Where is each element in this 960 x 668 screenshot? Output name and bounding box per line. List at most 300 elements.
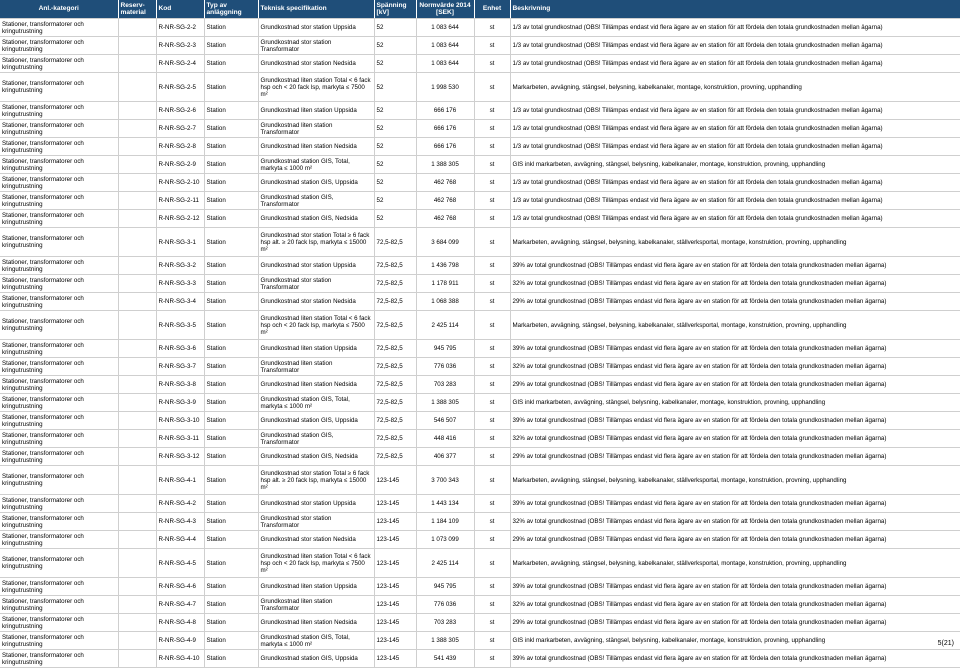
code-cell: R-NR-SG-2-9: [156, 156, 204, 174]
spec-cell: Grundkostnad stor station Transformator: [258, 275, 374, 293]
description-cell: 29% av total grundkostnad (OBS! Tillämpas endast vid flera ägare av en station för att fördela den totala grundkostnaden mellan ägarna): [510, 531, 960, 549]
page-number: 5(21): [937, 640, 954, 647]
table-row: [0, 257, 960, 275]
code-cell: R-NR-SG-4-3: [156, 513, 204, 531]
code-cell: R-NR-SG-2-4: [156, 55, 204, 73]
description-cell: 29% av total grundkostnad (OBS! Tillämpas endast vid flera ägare av en station för att fördela den totala grundkostnaden mellan ägarna): [510, 614, 960, 632]
reserv-cell: [118, 174, 156, 192]
code-cell: R-NR-SG-2-5: [156, 73, 204, 102]
reserv-cell: [118, 650, 156, 668]
normvalue-cell: 666 176: [416, 102, 474, 120]
table-row: [0, 192, 960, 210]
reserv-cell: [118, 394, 156, 412]
spec-cell: Grundkostnad stor station Transformator: [258, 513, 374, 531]
code-cell: R-NR-SG-4-7: [156, 596, 204, 614]
voltage-cell: 52: [374, 156, 416, 174]
column-header-beskrivning: Beskrivning: [510, 0, 960, 19]
category-cell: Stationer, transformatorer och kringutrustning: [0, 614, 118, 632]
type-cell: Station: [204, 430, 258, 448]
normvalue-cell: 1 388 305: [416, 156, 474, 174]
normvalue-cell: 666 176: [416, 138, 474, 156]
spec-cell: Grundkostnad stor station Total ≥ 6 fack hsp alt. ≥ 20 fack lsp, markyta ≤ 15000 m²: [258, 228, 374, 257]
voltage-cell: 123-145: [374, 513, 416, 531]
description-cell: 29% av total grundkostnad (OBS! Tillämpas endast vid flera ägare av en station för att fördela den totala grundkostnaden mellan ägarna): [510, 448, 960, 466]
table-row: [0, 394, 960, 412]
unit-cell: st: [474, 549, 510, 578]
spec-cell: Grundkostnad stor station Uppsida: [258, 19, 374, 37]
type-cell: Station: [204, 192, 258, 210]
spec-cell: Grundkostnad liten station Nedsida: [258, 376, 374, 394]
unit-cell: st: [474, 614, 510, 632]
voltage-cell: 72,5-82,5: [374, 412, 416, 430]
reserv-cell: [118, 495, 156, 513]
spec-cell: Grundkostnad station GIS, Transformator: [258, 430, 374, 448]
spec-cell: Grundkostnad liten station Uppsida: [258, 340, 374, 358]
type-cell: Station: [204, 138, 258, 156]
description-cell: 32% av total grundkostnad (OBS! Tillämpas endast vid flera ägare av en station för att fördela den totala grundkostnaden mellan ägarna): [510, 596, 960, 614]
voltage-cell: 72,5-82,5: [374, 311, 416, 340]
voltage-cell: 72,5-82,5: [374, 394, 416, 412]
voltage-cell: 72,5-82,5: [374, 358, 416, 376]
description-cell: 1/3 av total grundkostnad (OBS! Tillämpas endast vid flera ägare av en station för att fördela den totala grundkostnaden mellan ägarna): [510, 55, 960, 73]
type-cell: Station: [204, 650, 258, 668]
code-cell: R-NR-SG-2-7: [156, 120, 204, 138]
code-cell: R-NR-SG-4-8: [156, 614, 204, 632]
unit-cell: st: [474, 293, 510, 311]
spec-cell: Grundkostnad liten station Total < 6 fack hsp och < 20 fack lsp, markyta ≤ 7500 m²: [258, 73, 374, 102]
spec-cell: Grundkostnad liten station Total < 6 fack hsp och < 20 fack lsp, markyta ≤ 7500 m²: [258, 549, 374, 578]
description-cell: 32% av total grundkostnad (OBS! Tillämpas endast vid flera ägare av en station för att fördela den totala grundkostnaden mellan ägarna): [510, 430, 960, 448]
unit-cell: st: [474, 275, 510, 293]
description-cell: 1/3 av total grundkostnad (OBS! Tillämpas endast vid flera ägare av en station för att fördela den totala grundkostnaden mellan ägarna): [510, 174, 960, 192]
category-cell: Stationer, transformatorer och kringutrustning: [0, 650, 118, 668]
reserv-cell: [118, 412, 156, 430]
normvalue-cell: 776 036: [416, 358, 474, 376]
reserv-cell: [118, 37, 156, 55]
spec-cell: Grundkostnad station GIS, Nedsida: [258, 210, 374, 228]
category-cell: Stationer, transformatorer och kringutrustning: [0, 596, 118, 614]
spec-cell: Grundkostnad stor station Uppsida: [258, 495, 374, 513]
spec-cell: Grundkostnad stor station Nedsida: [258, 531, 374, 549]
spec-cell: Grundkostnad liten station Nedsida: [258, 614, 374, 632]
type-cell: Station: [204, 578, 258, 596]
normvalue-cell: 406 377: [416, 448, 474, 466]
category-cell: Stationer, transformatorer och kringutrustning: [0, 466, 118, 495]
reserv-cell: [118, 549, 156, 578]
voltage-cell: 52: [374, 102, 416, 120]
type-cell: Station: [204, 19, 258, 37]
code-cell: R-NR-SG-3-10: [156, 412, 204, 430]
type-cell: Station: [204, 632, 258, 650]
voltage-cell: 123-145: [374, 614, 416, 632]
code-cell: R-NR-SG-2-11: [156, 192, 204, 210]
category-cell: Stationer, transformatorer och kringutrustning: [0, 102, 118, 120]
description-cell: GIS inkl markarbeten, avvägning, stängsel, belysning, kabelkanaler, montage, konstruktion, provning, upphandling: [510, 394, 960, 412]
type-cell: Station: [204, 228, 258, 257]
type-cell: Station: [204, 376, 258, 394]
description-cell: 1/3 av total grundkostnad (OBS! Tillämpas endast vid flera ägare av en station för att fördela den totala grundkostnaden mellan ägarna): [510, 192, 960, 210]
voltage-cell: 72,5-82,5: [374, 275, 416, 293]
spec-cell: Grundkostnad liten station Uppsida: [258, 102, 374, 120]
category-cell: Stationer, transformatorer och kringutrustning: [0, 228, 118, 257]
voltage-cell: 123-145: [374, 632, 416, 650]
code-cell: R-NR-SG-3-5: [156, 311, 204, 340]
reserv-cell: [118, 257, 156, 275]
description-cell: 39% av total grundkostnad (OBS! Tillämpas endast vid flera ägare av en station för att fördela den totala grundkostnaden mellan ägarna): [510, 578, 960, 596]
table-body: [0, 19, 960, 668]
voltage-cell: 72,5-82,5: [374, 340, 416, 358]
spec-cell: Grundkostnad stor station Uppsida: [258, 257, 374, 275]
table-row: [0, 311, 960, 340]
category-cell: Stationer, transformatorer och kringutrustning: [0, 358, 118, 376]
spec-cell: Grundkostnad stor station Nedsida: [258, 293, 374, 311]
code-cell: R-NR-SG-4-4: [156, 531, 204, 549]
description-cell: 39% av total grundkostnad (OBS! Tillämpas endast vid flera ägare av en station för att fördela den totala grundkostnaden mellan ägarna): [510, 495, 960, 513]
unit-cell: st: [474, 376, 510, 394]
normvalue-cell: 776 036: [416, 596, 474, 614]
reserv-cell: [118, 210, 156, 228]
description-cell: GIS inkl markarbeten, avvägning, stängsel, belysning, kabelkanaler, montage, konstruktion, provning, upphandling: [510, 156, 960, 174]
type-cell: Station: [204, 55, 258, 73]
category-cell: Stationer, transformatorer och kringutrustning: [0, 578, 118, 596]
unit-cell: st: [474, 448, 510, 466]
table-row: [0, 650, 960, 668]
reserv-cell: [118, 19, 156, 37]
code-cell: R-NR-SG-2-6: [156, 102, 204, 120]
description-cell: 39% av total grundkostnad (OBS! Tillämpas endast vid flera ägare av en station för att fördela den totala grundkostnaden mellan ägarna): [510, 257, 960, 275]
table-row: [0, 55, 960, 73]
type-cell: Station: [204, 174, 258, 192]
unit-cell: st: [474, 55, 510, 73]
category-cell: Stationer, transformatorer och kringutrustning: [0, 257, 118, 275]
table-row: [0, 228, 960, 257]
table-row: [0, 174, 960, 192]
table-row: [0, 73, 960, 102]
spec-cell: Grundkostnad liten station Total < 6 fack hsp och < 20 fack lsp, markyta ≤ 7500 m²: [258, 311, 374, 340]
normvalue-cell: 541 439: [416, 650, 474, 668]
code-cell: R-NR-SG-2-8: [156, 138, 204, 156]
voltage-cell: 52: [374, 19, 416, 37]
code-cell: R-NR-SG-3-6: [156, 340, 204, 358]
unit-cell: st: [474, 466, 510, 495]
code-cell: R-NR-SG-3-12: [156, 448, 204, 466]
reserv-cell: [118, 293, 156, 311]
table-row: [0, 19, 960, 37]
table-row: [0, 120, 960, 138]
voltage-cell: 52: [374, 73, 416, 102]
type-cell: Station: [204, 412, 258, 430]
category-cell: Stationer, transformatorer och kringutrustning: [0, 495, 118, 513]
category-cell: Stationer, transformatorer och kringutrustning: [0, 293, 118, 311]
code-cell: R-NR-SG-2-10: [156, 174, 204, 192]
voltage-cell: 52: [374, 55, 416, 73]
unit-cell: st: [474, 394, 510, 412]
voltage-cell: 123-145: [374, 578, 416, 596]
code-cell: R-NR-SG-4-9: [156, 632, 204, 650]
reserv-cell: [118, 596, 156, 614]
spec-cell: Grundkostnad station GIS, Nedsida: [258, 448, 374, 466]
description-cell: 32% av total grundkostnad (OBS! Tillämpas endast vid flera ägare av en station för att fördela den totala grundkostnaden mellan ägarna): [510, 358, 960, 376]
unit-cell: st: [474, 257, 510, 275]
column-header-typ: Typ av anläggning: [204, 0, 258, 19]
category-cell: Stationer, transformatorer och kringutrustning: [0, 513, 118, 531]
table-row: [0, 358, 960, 376]
reserv-cell: [118, 448, 156, 466]
unit-cell: st: [474, 596, 510, 614]
reserv-cell: [118, 275, 156, 293]
unit-cell: st: [474, 412, 510, 430]
reserv-cell: [118, 228, 156, 257]
normvalue-cell: 1 388 305: [416, 394, 474, 412]
voltage-cell: 52: [374, 138, 416, 156]
normvalue-cell: 1 073 099: [416, 531, 474, 549]
unit-cell: st: [474, 120, 510, 138]
spec-cell: Grundkostnad station GIS, Total, markyta ≤ 1000 m²: [258, 156, 374, 174]
table-row: [0, 275, 960, 293]
table-row: [0, 495, 960, 513]
type-cell: Station: [204, 311, 258, 340]
table-row: [0, 614, 960, 632]
category-cell: Stationer, transformatorer och kringutrustning: [0, 37, 118, 55]
type-cell: Station: [204, 513, 258, 531]
description-cell: 1/3 av total grundkostnad (OBS! Tillämpas endast vid flera ägare av en station för att fördela den totala grundkostnaden mellan ägarna): [510, 19, 960, 37]
column-header-teknisk: Teknisk specifikation: [258, 0, 374, 19]
description-cell: 32% av total grundkostnad (OBS! Tillämpas endast vid flera ägare av en station för att fördela den totala grundkostnaden mellan ägarna): [510, 275, 960, 293]
voltage-cell: 72,5-82,5: [374, 430, 416, 448]
category-cell: Stationer, transformatorer och kringutrustning: [0, 340, 118, 358]
column-header-enhet: Enhet: [474, 0, 510, 19]
type-cell: Station: [204, 495, 258, 513]
unit-cell: st: [474, 138, 510, 156]
table-row: [0, 210, 960, 228]
normvalue-cell: 1 443 134: [416, 495, 474, 513]
normvalue-cell: 703 283: [416, 376, 474, 394]
voltage-cell: 72,5-82,5: [374, 257, 416, 275]
description-cell: 29% av total grundkostnad (OBS! Tillämpas endast vid flera ägare av en station för att fördela den totala grundkostnaden mellan ägarna): [510, 376, 960, 394]
type-cell: Station: [204, 102, 258, 120]
description-cell: 39% av total grundkostnad (OBS! Tillämpas endast vid flera ägare av en station för att fördela den totala grundkostnaden mellan ägarna): [510, 340, 960, 358]
description-cell: Markarbeten, avvägning, stängsel, belysning, kabelkanaler, ställverksportal, montage, konstruktion, provning, upphandling: [510, 228, 960, 257]
category-cell: Stationer, transformatorer och kringutrustning: [0, 73, 118, 102]
spec-cell: Grundkostnad liten station Nedsida: [258, 138, 374, 156]
category-cell: Stationer, transformatorer och kringutrustning: [0, 531, 118, 549]
table-row: [0, 138, 960, 156]
column-header-reserv: Reserv-material: [118, 0, 156, 19]
reserv-cell: [118, 138, 156, 156]
unit-cell: st: [474, 513, 510, 531]
description-cell: GIS inkl markarbeten, avvägning, stängsel, belysning, kabelkanaler, montage, konstruktion, provning, upphandling: [510, 632, 960, 650]
code-cell: R-NR-SG-4-2: [156, 495, 204, 513]
unit-cell: st: [474, 311, 510, 340]
unit-cell: st: [474, 358, 510, 376]
normvalue-cell: 546 507: [416, 412, 474, 430]
voltage-cell: 72,5-82,5: [374, 228, 416, 257]
category-cell: Stationer, transformatorer och kringutrustning: [0, 376, 118, 394]
table-row: [0, 102, 960, 120]
type-cell: Station: [204, 466, 258, 495]
column-header-normvarde: Normvärde 2014 [SEK]: [416, 0, 474, 19]
unit-cell: st: [474, 102, 510, 120]
category-cell: Stationer, transformatorer och kringutrustning: [0, 430, 118, 448]
type-cell: Station: [204, 257, 258, 275]
category-cell: Stationer, transformatorer och kringutrustning: [0, 394, 118, 412]
code-cell: R-NR-SG-3-11: [156, 430, 204, 448]
code-cell: R-NR-SG-2-12: [156, 210, 204, 228]
category-cell: Stationer, transformatorer och kringutrustning: [0, 138, 118, 156]
table-row: [0, 513, 960, 531]
unit-cell: st: [474, 19, 510, 37]
table-row: [0, 448, 960, 466]
reserv-cell: [118, 55, 156, 73]
reserv-cell: [118, 632, 156, 650]
description-cell: Markarbeten, avvägning, stängsel, belysning, kabelkanaler, ställverksportal, montage, konstruktion, provning, upphandling: [510, 466, 960, 495]
normvalue-cell: 666 176: [416, 120, 474, 138]
normvalue-cell: 462 768: [416, 210, 474, 228]
code-cell: R-NR-SG-3-9: [156, 394, 204, 412]
code-cell: R-NR-SG-3-1: [156, 228, 204, 257]
normvalue-cell: 1 388 305: [416, 632, 474, 650]
unit-cell: st: [474, 495, 510, 513]
reserv-cell: [118, 466, 156, 495]
category-cell: Stationer, transformatorer och kringutrustning: [0, 55, 118, 73]
code-cell: R-NR-SG-3-2: [156, 257, 204, 275]
reserv-cell: [118, 120, 156, 138]
voltage-cell: 72,5-82,5: [374, 293, 416, 311]
column-header-kategori: Anl.-kategori: [0, 0, 118, 19]
voltage-cell: 123-145: [374, 650, 416, 668]
type-cell: Station: [204, 73, 258, 102]
reserv-cell: [118, 156, 156, 174]
spec-cell: Grundkostnad station GIS, Uppsida: [258, 650, 374, 668]
voltage-cell: 123-145: [374, 495, 416, 513]
voltage-cell: 52: [374, 120, 416, 138]
category-cell: Stationer, transformatorer och kringutrustning: [0, 412, 118, 430]
unit-cell: st: [474, 340, 510, 358]
type-cell: Station: [204, 448, 258, 466]
description-cell: Markarbeten, avvägning, stängsel, belysning, kabelkanaler, ställverksportal, montage, konstruktion, provning, upphandling: [510, 549, 960, 578]
normvalue-cell: 703 283: [416, 614, 474, 632]
voltage-cell: 123-145: [374, 466, 416, 495]
category-cell: Stationer, transformatorer och kringutrustning: [0, 549, 118, 578]
table-row: [0, 430, 960, 448]
spec-cell: Grundkostnad liten station Transformator: [258, 596, 374, 614]
normvalue-cell: 1 083 644: [416, 55, 474, 73]
type-cell: Station: [204, 37, 258, 55]
reserv-cell: [118, 376, 156, 394]
category-cell: Stationer, transformatorer och kringutrustning: [0, 19, 118, 37]
spec-cell: Grundkostnad stor station Transformator: [258, 37, 374, 55]
spec-cell: Grundkostnad station GIS, Uppsida: [258, 412, 374, 430]
table-row: [0, 156, 960, 174]
description-cell: Markarbeten, avvägning, stängsel, belysning, kabelkanaler, montage, konstruktion, provning, upphandling: [510, 73, 960, 102]
description-cell: 29% av total grundkostnad (OBS! Tillämpas endast vid flera ägare av en station för att fördela den totala grundkostnaden mellan ägarna): [510, 293, 960, 311]
category-cell: Stationer, transformatorer och kringutrustning: [0, 174, 118, 192]
unit-cell: st: [474, 578, 510, 596]
code-cell: R-NR-SG-4-5: [156, 549, 204, 578]
spec-cell: Grundkostnad station GIS, Transformator: [258, 192, 374, 210]
spec-cell: Grundkostnad liten station Uppsida: [258, 578, 374, 596]
table-row: [0, 549, 960, 578]
table-row: [0, 37, 960, 55]
normvalue-cell: 462 768: [416, 174, 474, 192]
unit-cell: st: [474, 37, 510, 55]
type-cell: Station: [204, 394, 258, 412]
voltage-cell: 52: [374, 192, 416, 210]
category-cell: Stationer, transformatorer och kringutrustning: [0, 632, 118, 650]
spec-cell: Grundkostnad liten station Transformator: [258, 358, 374, 376]
spec-cell: Grundkostnad stor station Nedsida: [258, 55, 374, 73]
voltage-cell: 123-145: [374, 596, 416, 614]
category-cell: Stationer, transformatorer och kringutrustning: [0, 156, 118, 174]
category-cell: Stationer, transformatorer och kringutrustning: [0, 448, 118, 466]
table-row: [0, 340, 960, 358]
voltage-cell: 52: [374, 37, 416, 55]
unit-cell: st: [474, 192, 510, 210]
unit-cell: st: [474, 430, 510, 448]
table-row: [0, 596, 960, 614]
unit-cell: st: [474, 228, 510, 257]
table-row: [0, 466, 960, 495]
reserv-cell: [118, 358, 156, 376]
type-cell: Station: [204, 156, 258, 174]
code-cell: R-NR-SG-3-4: [156, 293, 204, 311]
voltage-cell: 123-145: [374, 531, 416, 549]
table-row: [0, 531, 960, 549]
code-cell: R-NR-SG-4-10: [156, 650, 204, 668]
normvalue-cell: 1 178 911: [416, 275, 474, 293]
normvalue-cell: 1 436 798: [416, 257, 474, 275]
type-cell: Station: [204, 275, 258, 293]
normvalue-cell: 1 083 644: [416, 19, 474, 37]
table-row: [0, 293, 960, 311]
description-cell: 1/3 av total grundkostnad (OBS! Tillämpas endast vid flera ägare av en station för att fördela den totala grundkostnaden mellan ägarna): [510, 120, 960, 138]
unit-cell: st: [474, 632, 510, 650]
code-cell: R-NR-SG-3-7: [156, 358, 204, 376]
category-cell: Stationer, transformatorer och kringutrustning: [0, 192, 118, 210]
spec-cell: Grundkostnad station GIS, Total, markyta ≤ 1000 m²: [258, 632, 374, 650]
code-cell: R-NR-SG-3-3: [156, 275, 204, 293]
spec-cell: Grundkostnad stor station Total ≥ 6 fack hsp alt. ≥ 20 fack lsp, markyta ≤ 15000 m²: [258, 466, 374, 495]
code-cell: R-NR-SG-3-8: [156, 376, 204, 394]
normvalue-cell: 1 184 109: [416, 513, 474, 531]
unit-cell: st: [474, 73, 510, 102]
voltage-cell: 123-145: [374, 549, 416, 578]
category-cell: Stationer, transformatorer och kringutrustning: [0, 311, 118, 340]
reserv-cell: [118, 340, 156, 358]
type-cell: Station: [204, 340, 258, 358]
normvalue-cell: 1 068 388: [416, 293, 474, 311]
description-cell: 1/3 av total grundkostnad (OBS! Tillämpas endast vid flera ägare av en station för att fördela den totala grundkostnaden mellan ägarna): [510, 210, 960, 228]
description-cell: 39% av total grundkostnad (OBS! Tillämpas endast vid flera ägare av en station för att fördela den totala grundkostnaden mellan ägarna): [510, 650, 960, 668]
code-cell: R-NR-SG-4-1: [156, 466, 204, 495]
table-row: [0, 412, 960, 430]
normvalue-cell: 3 684 099: [416, 228, 474, 257]
spec-cell: Grundkostnad liten station Transformator: [258, 120, 374, 138]
unit-cell: st: [474, 210, 510, 228]
normvalue-cell: 1 998 530: [416, 73, 474, 102]
reserv-cell: [118, 531, 156, 549]
type-cell: Station: [204, 120, 258, 138]
description-cell: 1/3 av total grundkostnad (OBS! Tillämpas endast vid flera ägare av en station för att fördela den totala grundkostnaden mellan ägarna): [510, 37, 960, 55]
spec-cell: Grundkostnad station GIS, Total, markyta ≤ 1000 m²: [258, 394, 374, 412]
description-cell: 32% av total grundkostnad (OBS! Tillämpas endast vid flera ägare av en station för att fördela den totala grundkostnaden mellan ägarna): [510, 513, 960, 531]
normvalue-cell: 2 425 114: [416, 549, 474, 578]
type-cell: Station: [204, 293, 258, 311]
code-cell: R-NR-SG-4-6: [156, 578, 204, 596]
reserv-cell: [118, 73, 156, 102]
column-header-spanning: Spänning [kV]: [374, 0, 416, 19]
type-cell: Station: [204, 531, 258, 549]
